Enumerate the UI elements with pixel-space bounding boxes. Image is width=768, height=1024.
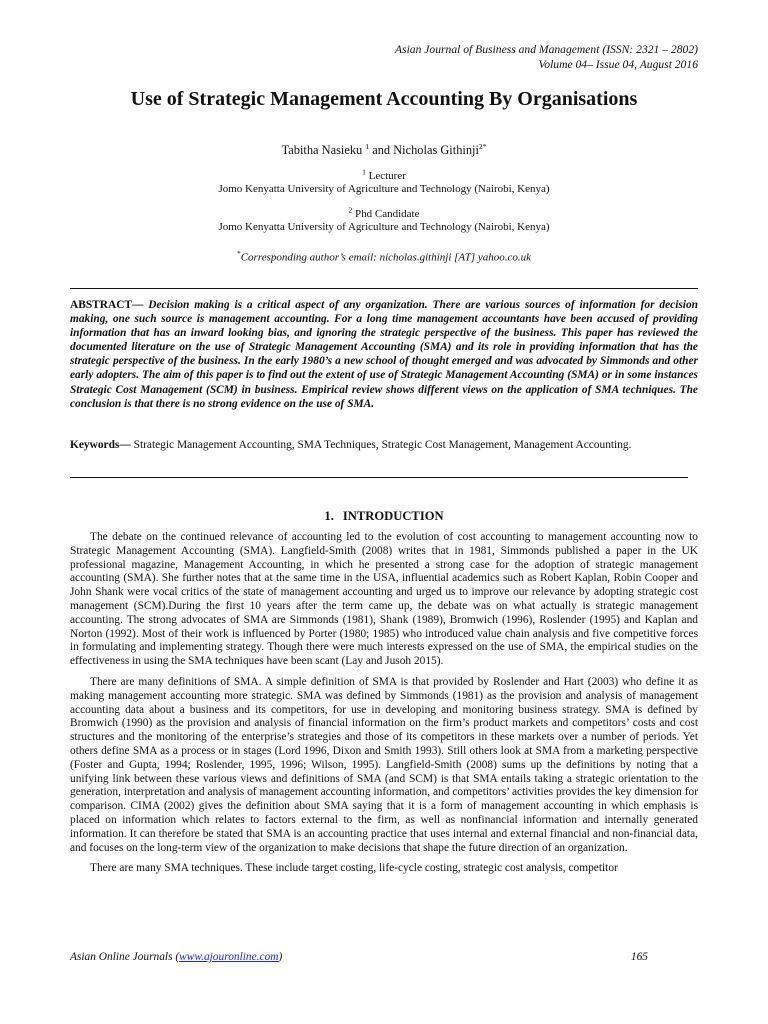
journal-name: Asian Journal of Business and Management (ISSN: 2321 – 2802) [394, 43, 698, 56]
affiliation-role: Phd Candidate [355, 208, 420, 220]
paragraph: There are many SMA techniques. These include target costing, life-cycle costing, strategic cost analysis, competitor [90, 862, 618, 875]
author-superscript: 1 [365, 141, 370, 151]
footer-link[interactable]: www.ajouronline.com [179, 951, 279, 963]
abstract-label: ABSTRACT— [70, 299, 144, 311]
corresponding-superscript: * [236, 249, 241, 258]
page-number: 165 [630, 951, 648, 963]
abstract [70, 298, 698, 411]
affiliation-role: Lecturer [368, 170, 406, 182]
affiliation-institution: Jomo Kenyatta University of Agriculture and Technology (Nairobi, Kenya) [218, 183, 550, 195]
section-heading [0, 509, 768, 524]
page-footer [70, 951, 698, 963]
footer-suffix: ) [278, 951, 283, 963]
affiliation-superscript: 2 [348, 205, 353, 215]
author-name: Tabitha Nasieku [281, 143, 363, 157]
section-body [70, 531, 698, 883]
footer-prefix: Asian Online Journals ( [70, 951, 180, 963]
author-superscript: 2* [478, 141, 487, 151]
corresponding-label: Corresponding author’s email: [240, 251, 377, 264]
paragraph: The debate on the continued relevance of accounting led to the evolution of cost accounting to management accounting now to Strategic Management Accounting (SMA). Langfield-Smith (2008) writes that in 1981, Simmonds published a paper in the UK professional magazine, Management Accounting, in which he presented a strong case for the adoption of strategic management accounting (SMA). She further notes that at the same time in the USA, influential academics such as Robert Kaplan, Robin Cooper and John Shank were vocal critics of the state of management accounting and urged us to improve our relevance by adopting strategic cost management (SCM).During the first 10 years after the term came up, the debate was on what actually is strategic management accounting. The strong advocates of SMA are Simmonds (1981), Shank (1989), Bromwich (1996), Roslender (1995) and Kaplan and Norton (1992). Most of their work is influenced by Porter (1980; 1985) who introduced value chain analysis and five competitive forces in formulating and implementing strategy. Though there were much interests expressed on the use of SMA, the empirical studies on the effectiveness in using the SMA techniques have been scant (Lay and Jusoh 2015). [70, 531, 698, 668]
keywords [70, 438, 698, 452]
author-line [0, 143, 768, 158]
journal-header [395, 42, 698, 72]
affiliation-2 [0, 205, 768, 234]
author-connector: and [372, 143, 391, 157]
section-number: 1. [324, 509, 334, 523]
bottom-divider [70, 477, 688, 478]
journal-volume: Volume 04– Issue 04, August 2016 [538, 58, 698, 71]
top-divider [70, 288, 698, 289]
abstract-text: Decision making is a critical aspect of any organization. There are various sources of information for decision making, one such source is management accounting. For a long time management accountants have been accused of providing information that has an inward looking bias, and ignoring the strategic perspective of the business. This paper has reviewed the documented literature on the use of Strategic Management Accounting (SMA) and its role in providing information that has the strategic perspective of the business. In the early 1980’s a new school of thought emerged and was advocated by Simmonds and other early adopters. The aim of this paper is to find out the extent of use of Strategic Management Accounting (SMA) or in some instances Strategic Cost Management (SCM) in business. Empirical review shows different views on the application of SMA techniques. The conclusion is that there is no strong evidence on the use of SMA. [70, 299, 698, 410]
affiliation-institution: Jomo Kenyatta University of Agriculture and Technology (Nairobi, Kenya) [218, 221, 550, 233]
affiliation-1 [0, 167, 768, 196]
author-name: Nicholas Githinji [393, 143, 479, 157]
paragraph: There are many definitions of SMA. A simple definition of SMA is that provided by Roslender and Hart (2003) who define it as making management accounting more strategic. SMA was defined by Simmonds (1981) as the provision and analysis of management accounting data about a business and its competitors, for use in developing and monitoring business strategy. SMA is defined by Bromwich (1990) as the provision and analysis of financial information on the firm’s product markets and competitors’ costs and cost structures and the monitoring of the enterprise’s strategies and those of its competitors in these markets over a number of periods. Yet others define SMA as a process or in stages (Lord 1996, Dixon and Smith 1993). Still others look at SMA from a marketing perspective (Foster and Gupta, 1994; Roslender, 1995, 1996; Wilson, 1995). Langfield-Smith (2008) sums up the definitions by noting that a unifying link between these various views and definitions of SMA (and SCM) is that SMA entails taking a strategic orientation to the generation, interpretation and analysis of management accounting information, and competitors’ activities provides the key dimension for comparison. CIMA (2002) gives the definition about SMA saying that it is a form of management accounting in which emphasis is placed on information which relates to factors external to the firm, as well as nonfinancial information and internally generated information. It can therefore be stated that SMA is an accounting practice that uses internal and external financial and non-financial data, and focuses on the long-term view of the organization to make decisions that shape the future direction of an organization. [70, 675, 698, 854]
corresponding-email: nicholas.githinji [AT] yahoo.co.uk [379, 251, 532, 264]
keywords-text: Strategic Management Accounting, SMA Techniques, Strategic Cost Management, Management Accounting. [133, 439, 632, 451]
paper-title: Use of Strategic Management Accounting By Organisations [130, 88, 638, 110]
section-title: INTRODUCTION [342, 509, 444, 523]
corresponding-author [0, 249, 768, 264]
affiliation-superscript: 1 [362, 167, 366, 177]
keywords-label: Keywords— [70, 439, 131, 451]
